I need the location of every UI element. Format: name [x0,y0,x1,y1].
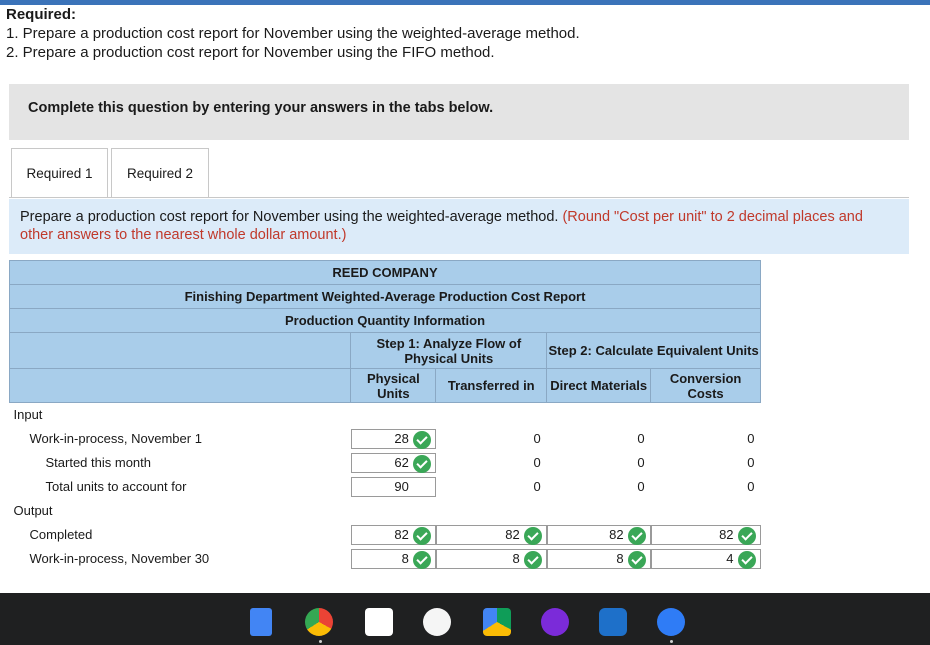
col-direct-materials: Direct Materials [547,369,651,403]
production-cost-report [9,260,789,571]
col-transferred-in: Transferred in [436,369,547,403]
transferred-value: 0 [533,455,541,470]
hbo-max-icon[interactable] [541,608,569,636]
transferred-input[interactable]: 8 [436,549,547,569]
running-indicator [319,640,322,643]
row-label: Work-in-process, November 30 [29,551,210,566]
row-label: Started this month [45,455,151,470]
transferred-value: 0 [533,479,541,494]
step1-header: Step 1: Analyze Flow of Physical Units [351,333,547,369]
required-item-1: 1. Prepare a production cost report for November using the weighted-average method. [6,25,580,42]
docs-icon[interactable] [250,608,272,636]
required-title: Required: [6,6,77,23]
conversion-value: 0 [747,455,755,470]
conversion-input[interactable]: 82 [651,525,761,545]
files-icon[interactable] [657,608,685,636]
company-name: REED COMPANY [10,261,761,285]
check-icon [628,527,646,545]
physical-units-input[interactable]: 28 [351,429,436,449]
physical-units-input[interactable]: 62 [351,453,436,473]
materials-input[interactable]: 82 [547,525,651,545]
col-conversion-costs: Conversion Costs [651,369,761,403]
prompt-text: Prepare a production cost report for November using the weighted-average method. [20,209,559,225]
materials-input[interactable]: 8 [547,549,651,569]
table-row [10,475,789,499]
check-icon [413,527,431,545]
outlook-icon[interactable] [599,608,627,636]
chrome-icon[interactable] [305,608,333,636]
materials-value: 0 [637,479,645,494]
transferred-input[interactable]: 82 [436,525,547,545]
rounding-note: (Round "Cost per unit" to 2 decimal places and other answers to the nearest whole dollar amount.) [20,209,863,243]
table-row [10,427,789,451]
step2-header: Step 2: Calculate Equivalent Units [547,333,761,369]
running-indicator [670,640,673,643]
check-icon [524,551,542,569]
table-row [10,451,789,475]
row-label: Work-in-process, November 1 [29,431,202,446]
check-icon [524,527,542,545]
report-title: Finishing Department Weighted-Average Production Cost Report [10,285,761,309]
taskbar [0,593,930,645]
check-icon [413,455,431,473]
requirements [6,5,580,62]
section-title: Production Quantity Information [10,309,761,333]
tab-divider [9,197,909,198]
gmail-icon[interactable] [365,608,393,636]
instruction-text: Complete this question by entering your answers in the tabs below. [28,100,494,116]
app-icon[interactable] [423,608,451,636]
output-label: Output [13,503,53,518]
check-icon [413,551,431,569]
check-icon [413,431,431,449]
tab-required-1[interactable]: Required 1 [11,148,108,198]
table-row [10,523,789,547]
check-icon [738,551,756,569]
row-label: Completed [29,527,93,542]
physical-units-input[interactable]: 82 [351,525,436,545]
physical-units-total: 90 [351,477,436,497]
table-row [10,547,789,571]
transferred-value: 0 [533,431,541,446]
row-label: Total units to account for [45,479,187,494]
instruction-box [9,84,909,140]
prompt-box [9,199,909,254]
conversion-input[interactable]: 4 [651,549,761,569]
materials-value: 0 [637,431,645,446]
required-item-2: 2. Prepare a production cost report for November using the FIFO method. [6,44,495,61]
check-icon [628,551,646,569]
check-icon [738,527,756,545]
tab-required-2[interactable]: Required 2 [111,148,209,198]
physical-units-input[interactable]: 8 [351,549,436,569]
drive-icon[interactable] [483,608,511,636]
conversion-value: 0 [747,431,755,446]
conversion-value: 0 [747,479,755,494]
materials-value: 0 [637,455,645,470]
col-physical-units: Physical Units [351,369,436,403]
input-label: Input [13,407,43,423]
